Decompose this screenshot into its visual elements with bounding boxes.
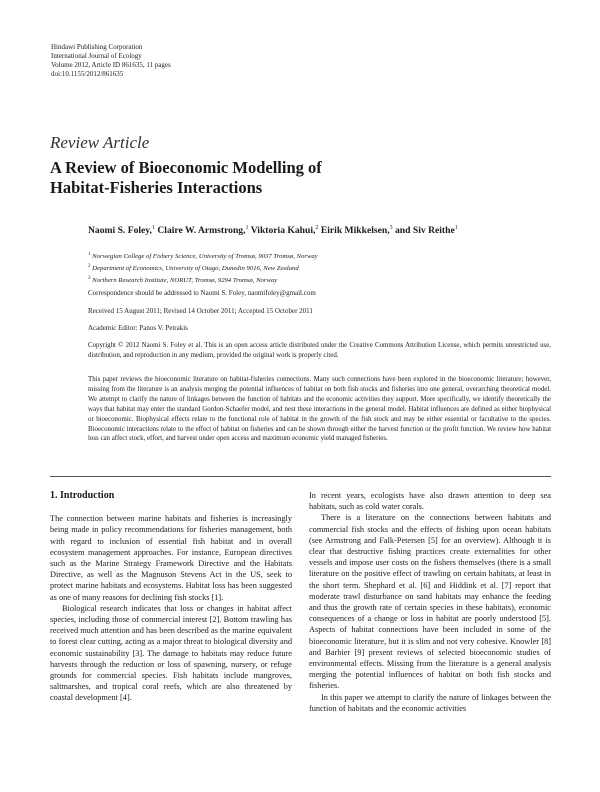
author-affil-mark: 1 [454, 225, 458, 231]
publisher-name: Hindawi Publishing Corporation [51, 43, 143, 51]
section-heading: 1. Introduction [50, 490, 115, 501]
dates-line: Received 15 August 2011; Revised 14 October 2011; Accepted 15 October 2011 [88, 307, 313, 315]
affiliation-item: $^3$ Northern Research Institute, NORUT, Tromsø, 9294 Tromsø, Norway [88, 275, 278, 284]
author-name: Viktoria Kahui, [250, 225, 316, 237]
author-name: and Siv Reithe [395, 225, 455, 237]
author-list [88, 225, 458, 236]
editor-line: Academic Editor: Panos V. Petrakis [88, 324, 188, 332]
body-paragraph: In recent years, ecologists have also drawn attention to deep sea habitats, such as cold water corals. [309, 491, 551, 512]
copyright-notice: Copyright © 2012 Naomi S. Foley et al. This is an open access article distributed under the Creative Commons Attribution License, which permits unrestricted use, distribution, and reproduction in any medium, provided the original work is properly cited. [88, 342, 551, 359]
affiliations [88, 250, 318, 285]
article-title [50, 158, 490, 198]
abstract: This paper reviews the bioeconomic literature on habitat-fisheries connections. Many such connections have been explored in the bioeconomic literature; however, missing from the literature is an analysis merging the potential influences of habitat on both fish stocks and fisheries into one general, overarching theoretical model. We attempt to clarify the nature of linkages between the function of habitats and the economic activities they support. More specifically, we identify theoretically the ways that habitat may enter the standard Gordon-Schaefer model, and nest these interactions in the general model. Habitat influences are defined as either biophysical or bioeconomic. Biophysical effects relate to the functional role of habitat in the growth of the fish stock and may be either essential or facultative to the species. Bioeconomic interactions relate to the effect of habitat on fisheries and can be shown through either the harvest function or the profit function. We review how habitat loss can affect stock, effort, and harvest under open access and maximum economic yield managed fisheries. [88, 376, 551, 443]
article-type: Review Article [50, 133, 150, 152]
affiliation-item: $^2$ Department of Economics, University of Otago, Dunedin 9016, New Zealand [88, 263, 299, 273]
doi: doi:10.1155/2012/861635 [51, 70, 124, 78]
author-name: Eirik Mikkelsen, [320, 225, 390, 237]
right-column [309, 490, 551, 714]
title-line-1: A Review of Bioeconomic Modelling of [50, 158, 322, 177]
left-column [50, 490, 292, 704]
section-divider [50, 476, 551, 477]
author-affil-mark: 1 [151, 225, 155, 231]
body-paragraph: There is a literature on the connections between habitats and commercial fish stocks and the effects of fishing upon ocean habitats (see Armstrong and Falk-Petersen [5] for an overview). Although it is clear that destructive fishing practices create externalities for other vessels and impose user costs on the fishers themselves (there is a small literature on the positive effect of trawling on certain habitats, at least in the short term. Shephard et al. [6] and Hiddink et al. [7] report that moderate trawl disturbance on sand habitats may enhance the feeding and thus the growth rate of certain species in these habitats), economic consequences of a change or loss in habitat are poorly understood [5]. Aspects of habitat connections have been included in some of the bioeconomic literature, but it is slim and not very cohesive. Knowler [8] and Barbier [9] present reviews of selected bioeconomic studies of environmental effects. Missing from the literature is a general analysis merging the potential influences of habitat on both fish stocks and fisheries. [309, 513, 551, 691]
body-paragraph: In this paper we attempt to clarify the nature of linkages between the function of habitats and the economic activities [309, 692, 551, 713]
body-paragraph: The connection between marine habitats and fisheries is increasingly being made in policy recommendations for fisheries management, both with regard to inclusion of essential fish habitat and in overall ecosystem management approaches. For instance, European directives such as the Marine Strategy Framework Directive and the Habitats Directive, as well as the Magnuson Stevens Act in the US, seek to protect marine habitats and ecosystems. Habitat loss has been suggested as one of many reasons for declining fish stocks [1]. [50, 514, 292, 602]
author-name: Naomi S. Foley, [88, 225, 152, 237]
affiliation-item: $^1$ Norwegian College of Fishery Science, University of Tromsø, 9037 Tromsø, Norway [88, 252, 318, 261]
journal-name: International Journal of Ecology [51, 52, 142, 60]
author-name: Claire W. Armstrong, [157, 225, 246, 237]
correspondence-line: Correspondence should be addressed to Naomi S. Foley, naomifoley@gmail.com [88, 289, 316, 297]
author-affil-mark: 1 [245, 225, 249, 231]
title-line-2: Habitat-Fisheries Interactions [50, 178, 263, 197]
author-affil-mark: 2 [315, 225, 319, 231]
author-affil-mark: 3 [389, 225, 393, 231]
volume-info: Volume 2012, Article ID 861635, 11 pages [51, 61, 171, 69]
body-paragraph: Biological research indicates that loss or changes in habitat affect species, including those of commercial interest [2]. Bottom trawling has received much attention and has been described as the marine equivalent to forest clear cutting, acting as a major threat to biological diversity and economic sustainability [3]. The damage to habitats may reduce future harvests through the reduction or loss of spawning, nursery, or refuge grounds for commercial species. Fish habitats include mangroves, saltmarshes, and tropical coral reefs, which are also threatened by coastal development [4]. [50, 603, 292, 703]
journal-header [51, 43, 171, 79]
